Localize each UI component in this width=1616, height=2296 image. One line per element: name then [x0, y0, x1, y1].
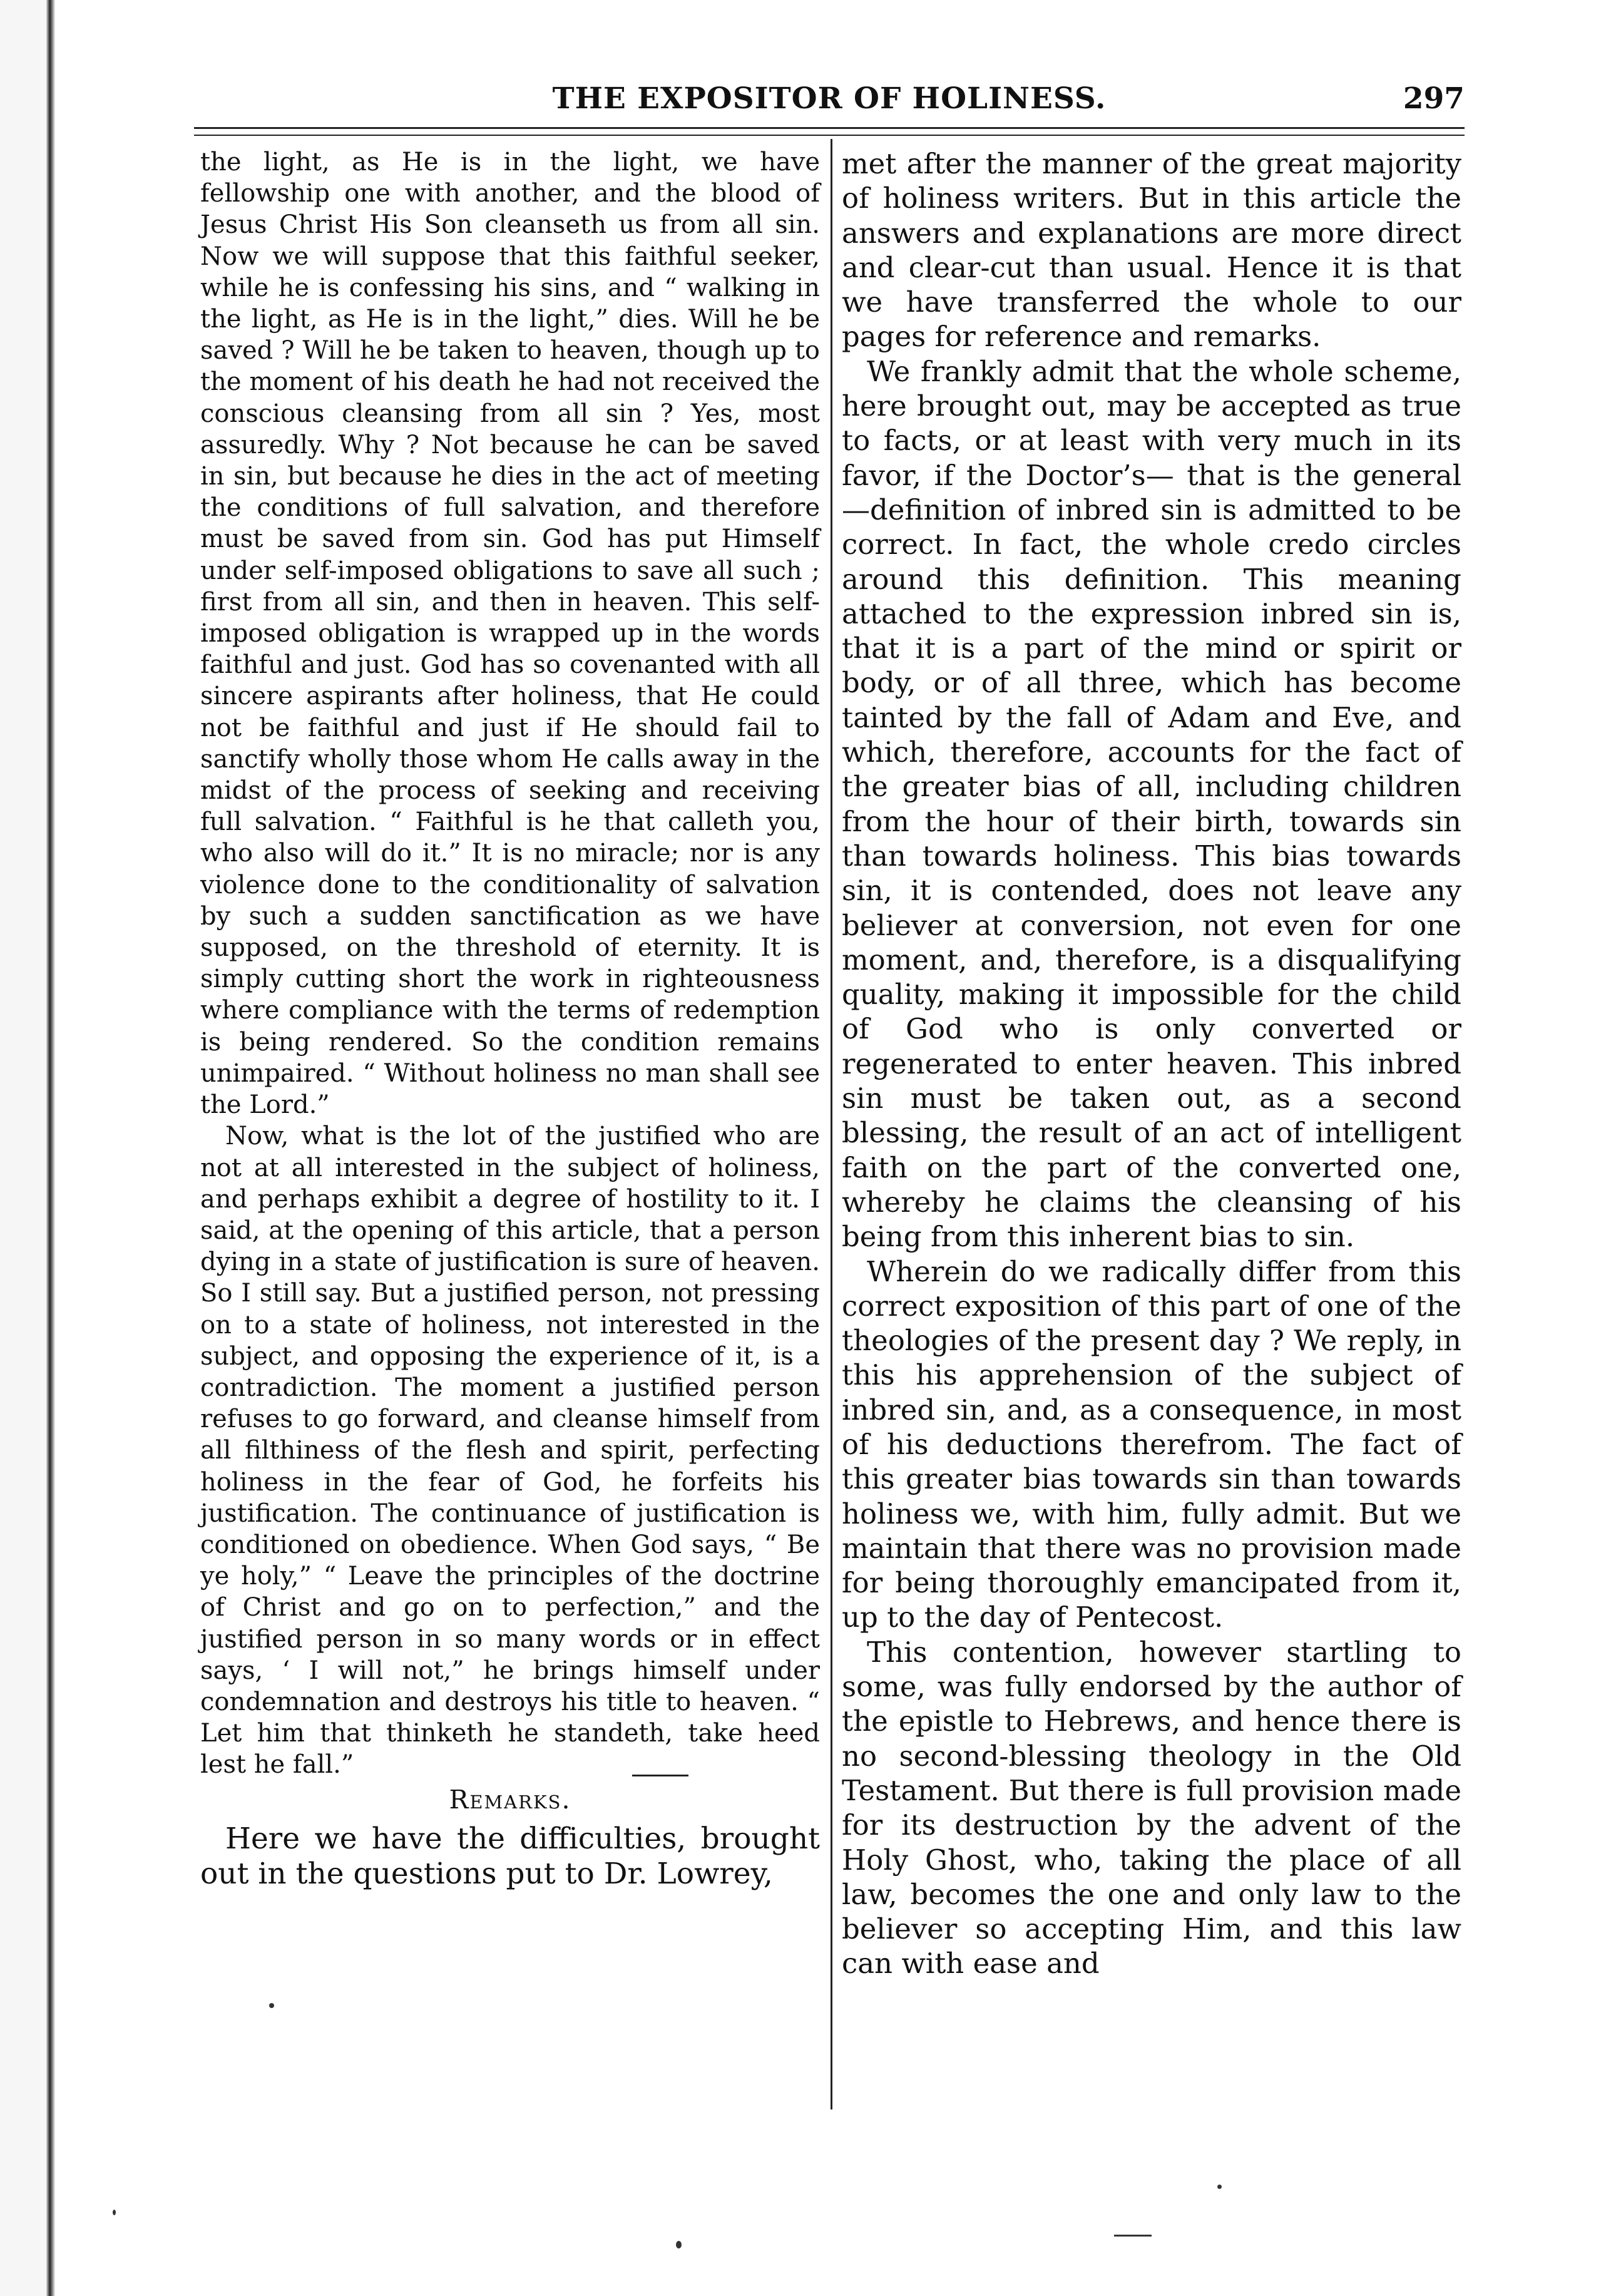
left-column: [200, 146, 820, 1892]
right-paragraph-3: Wherein do we radically differ from this correct exposition of this part of one of the theologies of the present day ? We reply, in this his apprehension of the subject of inbred sin, and, as a consequence, in most of his deductions therefrom. The fact of this greater bias towards sin than towards holiness we, with him, fully admit. But we maintain that there was no provision made for being thoroughly emancipated from it, up to the day of Pentecost.: [842, 1254, 1461, 1634]
left-paragraph-2: Now, what is the lot of the justified who are not at all interested in the subject of holiness, and perhaps exhibit a degree of hostility to it. I said, at the opening of this article, that a person dying in a state of justification is sure of heaven. So I still say. But a justified person, not pressing on to a state of holiness, not interested in the subject, and opposing the experience of it, is a contradiction. The moment a justified person refuses to go forward, and cleanse himself from all filthiness of the flesh and spirit, perfecting holiness in the fear of God, he forfeits his justification. The continuance of justification is conditioned on obedience. When God says, “ Be ye holy,” “ Leave the principles of the doctrine of Christ and go on to perfection,” and the justified person in so many words or in effect says, ‘ I will not,” he brings himself under condemnation and destroys his title to heaven. “ Let him that thinketh he standeth, take heed lest he fall.”: [200, 1122, 820, 1780]
page-number: 297: [1403, 81, 1465, 116]
remarks-paragraph: Here we have the difficulties, brought out in the questions put to Dr. Lowrey,: [200, 1821, 820, 1891]
header-rule-thin: [194, 135, 1465, 136]
page-gutter-shadow: [0, 0, 46, 2296]
page-header: [194, 76, 1465, 126]
header-rule-thick: [194, 127, 1465, 129]
right-paragraph-2: We frankly admit that the whole scheme, here brought out, may be accepted as true to facts, or at least with very much in its favor, if the Doctor’s— that is the general—definition of inbred sin is admitted to be correct. In fact, the whole credo circles around this definition. This meaning attached to the expression inbred sin is, that it is a part of the mind or spirit or body, or of all three, which has become tainted by the fall of Adam and Eve, and which, therefore, accounts for the fact of the greater bias of all, including children from the hour of their birth, towards sin than towards holiness. This bias towards sin, it is contended, does not leave any believer at conversion, not even for one moment, and, therefore, is a disqualifying quality, making it impossible for the child of God who is only converted or regenerated to enter heaven. This inbred sin must be taken out, as a second blessing, the result of an act of intelligent faith on the part of the converted one, whereby he claims the cleansing of his being from this inherent bias to sin.: [842, 354, 1461, 1254]
left-paragraph-1: the light, as He is in the light, we have fellowship one with another, and the blood of Jesus Christ His Son cleanseth us from all sin. Now we will suppose that this faithful seeker, while he is confessing his sins, and “ walking in the light, as He is in the light,” dies. Will he be saved ? Will he be taken to heaven, though up to the moment of his death he had not received the conscious cleansing from all sin ? Yes, most assuredly. Why ? Not because he can be saved in sin, but because he dies in the act of meeting the conditions of full salvation, and therefore must be saved from sin. God has put Himself under self-imposed obligations to save all such ; first from all sin, and then in heaven. This self-imposed obligation is wrapped up in the words faithful and just. God has so covenanted with all sincere aspirants after holiness, that He could not be faithful and just if He should fail to sanctify wholly those whom He calls away in the midst of the process of seeking and receiving full salvation. “ Faithful is he that calleth you, who also will do it.” It is no miracle; nor is any violence done to the conditionality of salvation by such a sudden sanctification as we have supposed, on the threshold of eternity. It is simply cutting short the work in righteousness where compliance with the terms of redemption is being rendered. So the condition remains unimpaired. “ Without holiness no man shall see the Lord.”: [200, 148, 820, 1120]
running-title: THE EXPOSITOR OF HOLINESS.: [552, 81, 1107, 116]
right-column: [842, 146, 1461, 1981]
right-paragraph-1: met after the manner of the great majority of holiness writers. But in this article the answers and explanations are more direct and clear-cut than usual. Hence it is that we have transferred the whole to our pages for reference and remarks.: [842, 147, 1461, 354]
section-divider-rule: [632, 1775, 688, 1776]
right-paragraph-4: This contention, however startling to some, was fully endorsed by the author of the epistle to Hebrews, and hence there is no second-blessing theology in the Old Testament. But there is full provision made for its destruction by the advent of the Holy Ghost, who, taking the place of all law, becomes the one and only law to the believer so accepting Him, and this law can with ease and: [842, 1635, 1461, 1981]
remarks-heading: Remarks.: [449, 1784, 571, 1815]
column-divider: [831, 139, 832, 2109]
binding-edge: [46, 0, 55, 2296]
